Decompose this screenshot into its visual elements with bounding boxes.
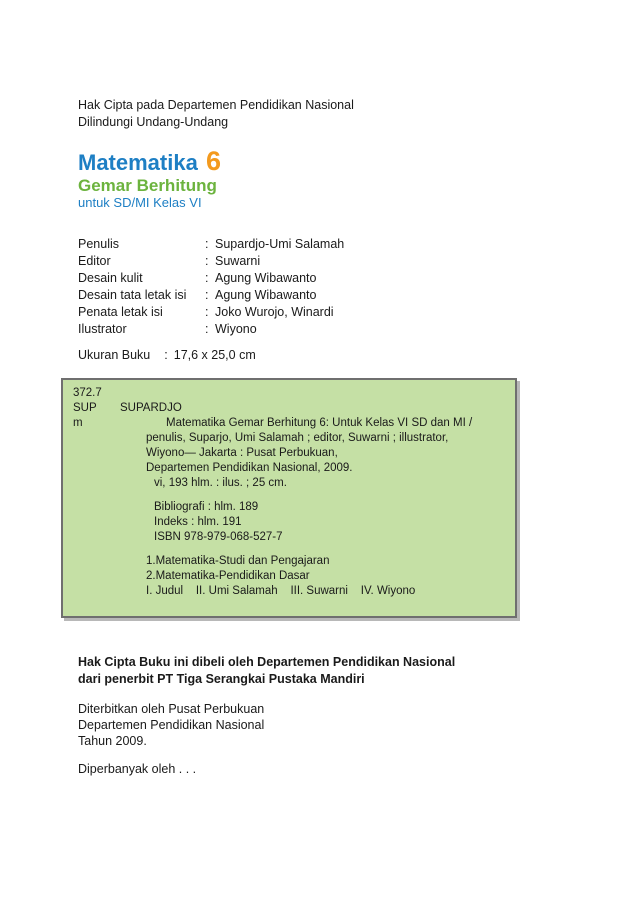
- credit-colon: :: [205, 254, 209, 268]
- publisher-line: Tahun 2009.: [78, 734, 147, 748]
- credit-role: Desain kulit: [78, 271, 143, 285]
- purchase-line: Hak Cipta Buku ini dibeli oleh Departemen Pendidikan Nasional: [78, 655, 456, 669]
- credit-row: [78, 270, 344, 287]
- credit-name: Supardjo-Umi Salamah: [215, 237, 345, 251]
- catalog-description: [146, 431, 448, 599]
- credit-role: Penulis: [78, 237, 119, 251]
- book-title-block: [78, 148, 221, 211]
- credit-colon: :: [205, 288, 209, 302]
- catalog-note: Bibliografi : hlm. 189: [154, 501, 259, 513]
- publisher-line: Diterbitkan oleh Pusat Perbukuan: [78, 702, 265, 716]
- catalog-author: SUPARDJO: [120, 402, 182, 414]
- catalog-note: ISBN 978-979-068-527-7: [154, 531, 283, 543]
- catalog-card: [61, 378, 517, 618]
- catalog-physical: vi, 193 hlm. : ilus. ; 25 cm.: [154, 477, 287, 489]
- credit-row: [78, 304, 344, 321]
- catalog-description-line: Matematika Gemar Berhitung 6: Untuk Kelas VI SD dan MI /: [166, 417, 473, 429]
- catalog-entries: I. Judul II. Umi Salamah III. Suwarni IV. Wiyono: [146, 585, 416, 597]
- catalog-subject: 2.Matematika-Pendidikan Dasar: [146, 570, 310, 582]
- credit-row: [78, 236, 344, 253]
- book-grade: untuk SD/MI Kelas VI: [78, 195, 202, 210]
- catalog-description-line: penulis, Suparjo, Umi Salamah ; editor, Suwarni ; illustrator,: [146, 432, 449, 444]
- catalog-description-line: Wiyono— Jakarta : Pusat Perbukuan,: [146, 447, 338, 459]
- copyright-notice: [78, 97, 354, 131]
- book-size: [78, 348, 256, 362]
- reproduction-note: Diperbanyak oleh . . .: [78, 762, 197, 776]
- catalog-note: Indeks : hlm. 191: [154, 516, 242, 528]
- book-title: [78, 148, 221, 176]
- credit-colon: :: [205, 322, 209, 336]
- book-number: 6: [205, 146, 221, 176]
- copyright-line: Dilindungi Undang-Undang: [78, 115, 229, 129]
- call-number: [73, 386, 102, 431]
- book-subtitle: Gemar Berhitung: [78, 176, 217, 195]
- purchase-notice: [78, 654, 455, 688]
- credit-role: Desain tata letak isi: [78, 288, 187, 302]
- credit-role: Penata letak isi: [78, 305, 163, 319]
- book-size-label: Ukuran Buku: [78, 348, 151, 362]
- book-size-colon: :: [164, 348, 168, 362]
- credit-role: Editor: [78, 254, 111, 268]
- credit-row: [78, 321, 344, 338]
- copyright-line: Hak Cipta pada Departemen Pendidikan Nasional: [78, 98, 354, 112]
- credit-row: [78, 287, 344, 304]
- credit-colon: :: [205, 237, 209, 251]
- call-number-line: SUP: [73, 402, 97, 414]
- credit-row: [78, 253, 344, 270]
- credit-colon: :: [205, 271, 209, 285]
- book-title-text: Matematika: [78, 150, 198, 175]
- credit-name: Wiyono: [215, 322, 257, 336]
- spacer: [146, 545, 448, 554]
- book-size-value: 17,6 x 25,0 cm: [173, 348, 256, 362]
- publisher-info: [78, 701, 264, 749]
- call-number-line: 372.7: [73, 387, 102, 399]
- credit-colon: :: [205, 305, 209, 319]
- credits-list: [78, 236, 344, 338]
- call-number-line: m: [73, 417, 83, 429]
- catalog-subject: 1.Matematika-Studi dan Pengajaran: [146, 555, 330, 567]
- credit-name: Agung Wibawanto: [215, 271, 317, 285]
- credit-name: Agung Wibawanto: [215, 288, 317, 302]
- credit-role: Ilustrator: [78, 322, 127, 336]
- publisher-line: Departemen Pendidikan Nasional: [78, 718, 265, 732]
- spacer: [146, 491, 448, 500]
- credit-name: Suwarni: [215, 254, 261, 268]
- catalog-description-line: Departemen Pendidikan Nasional, 2009.: [146, 462, 353, 474]
- purchase-line: dari penerbit PT Tiga Serangkai Pustaka Mandiri: [78, 672, 365, 686]
- credit-name: Joko Wurojo, Winardi: [215, 305, 334, 319]
